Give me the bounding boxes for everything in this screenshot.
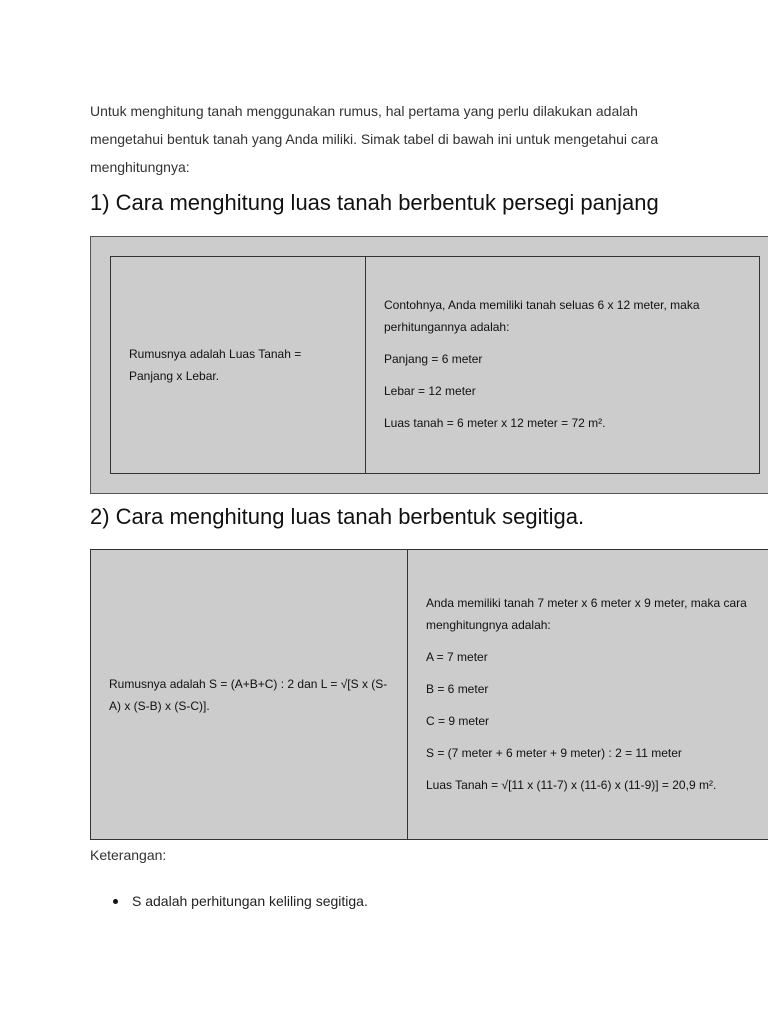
section1-table	[110, 256, 760, 474]
section2-example-cell	[408, 550, 768, 839]
section2-formula-cell	[91, 550, 408, 839]
intro-paragraph: Untuk menghitung tanah menggunakan rumus, hal pertama yang perlu dilakukan adalah mengetahui bentuk tanah yang Anda miliki. Simak tabel di bawah ini untuk mengetahui cara menghitungnya:	[90, 103, 659, 175]
section1-example-lebar: Lebar = 12 meter	[384, 384, 476, 398]
section1-table-container	[90, 236, 768, 494]
section1-formula: Rumusnya adalah Luas Tanah = Panjang x Lebar.	[129, 347, 302, 383]
section1-heading: 1) Cara menghitung luas tanah berbentuk persegi panjang	[90, 190, 659, 215]
notes-list	[90, 890, 368, 912]
section2-example-b: B = 6 meter	[426, 681, 489, 696]
section1-example-result: Luas tanah = 6 meter x 12 meter = 72 m².	[384, 416, 606, 430]
section2-example-result: Luas Tanah = √[11 x (11-7) x (11-6) x (11-9)] = 20,9 m².	[426, 777, 717, 792]
section2-table	[90, 549, 768, 840]
list-item	[90, 890, 368, 912]
section1-example-intro: Contohnya, Anda memiliki tanah seluas 6 x 12 meter, maka perhitungannya adalah:	[384, 298, 700, 334]
section2-formula: Rumusnya adalah S = (A+B+C) : 2 dan L = √[S x (S-A) x (S-B) x (S-C)].	[109, 676, 388, 713]
bullet-icon	[113, 899, 118, 904]
section1-example-panjang: Panjang = 6 meter	[384, 352, 483, 366]
section2-example-c: C = 9 meter	[426, 713, 490, 728]
notes-item-text: S adalah perhitungan keliling segitiga.	[132, 893, 368, 909]
section2-example-a: A = 7 meter	[426, 649, 488, 664]
section2-heading: 2) Cara menghitung luas tanah berbentuk segitiga.	[90, 504, 585, 529]
section2-example-intro: Anda memiliki tanah 7 meter x 6 meter x 9 meter, maka cara menghitungnya adalah:	[426, 595, 747, 632]
section1-formula-cell	[111, 257, 366, 473]
section2-example-s: S = (7 meter + 6 meter + 9 meter) : 2 = 11 meter	[426, 745, 682, 760]
section1-example-cell	[366, 257, 759, 473]
notes-label: Keterangan:	[90, 847, 167, 863]
